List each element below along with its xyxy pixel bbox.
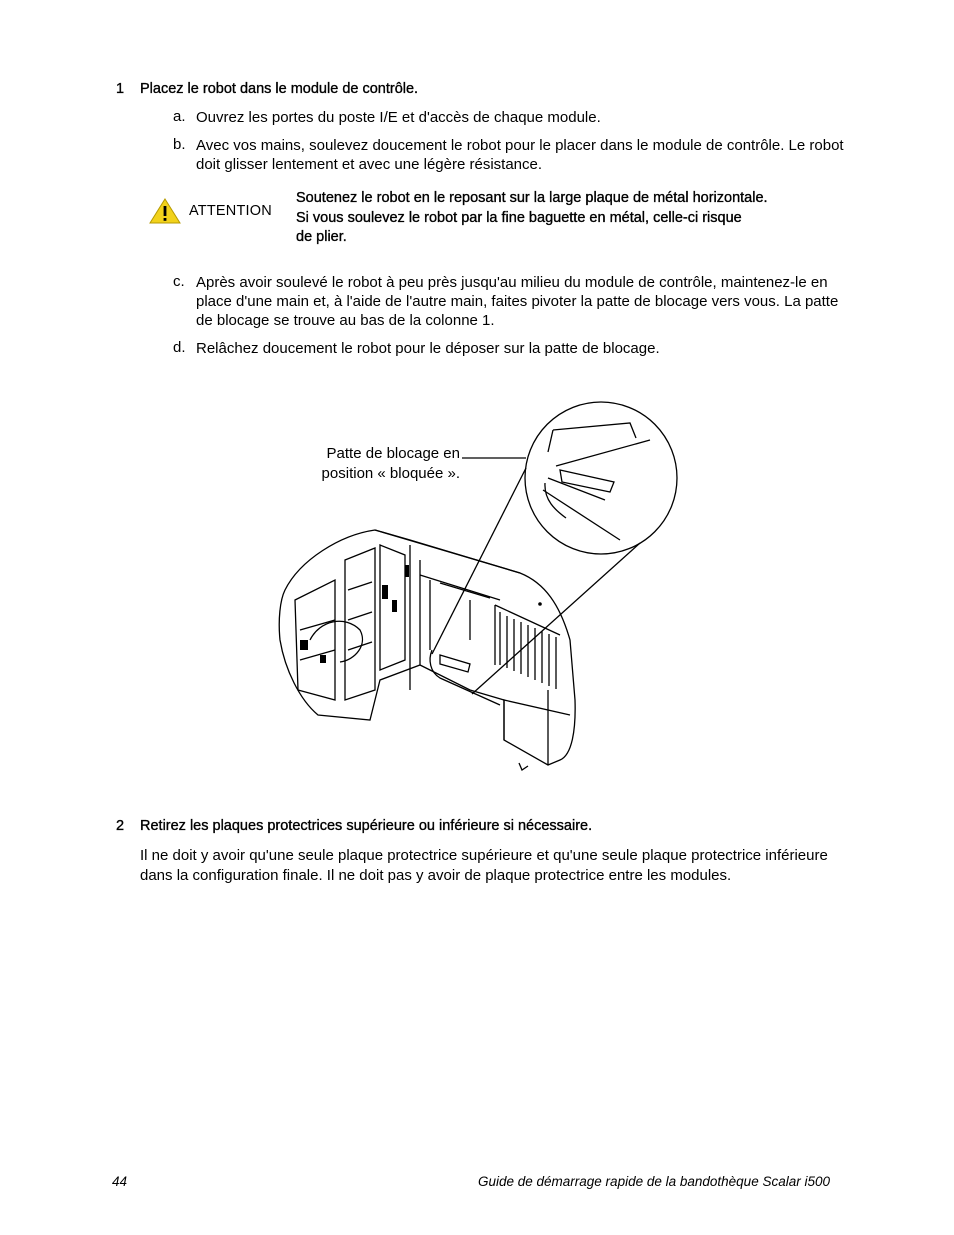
substep-text: Relâchez doucement le robot pour le déposer sur la patte de blocage. — [196, 340, 660, 357]
substep-letter: c. — [173, 273, 185, 290]
substep-letter: a. — [173, 108, 186, 125]
attention-line: Si vous soulevez le robot par la fine baguette en métal, celle-ci risque — [296, 209, 742, 226]
substep-letter: b. — [173, 136, 186, 153]
attention-line: Soutenez le robot en le reposant sur la large plaque de métal horizontale. — [296, 190, 768, 206]
substep-text: Avec vos mains, soulevez doucement le robot pour le placer dans le module de contrôle. Le robot doit glisser lentement et avec une légère résistance. — [196, 137, 844, 173]
step-title: Retirez les plaques protectrices supérieure ou inférieure si nécessaire. — [140, 818, 593, 834]
substep-letter: d. — [173, 339, 186, 356]
substep-text: Après avoir soulevé le robot à peu près jusqu'au milieu du module de contrôle, maintenez-le en place d'une main et, à l'aide de l'autre main, faites pivoter la patte de blocage vers vous. La patte de blocage se trouve au bas de la colonne 1. — [196, 274, 839, 329]
step-title: Placez le robot dans le module de contrôle. — [140, 81, 419, 97]
page-number: 44 — [112, 1174, 128, 1189]
attention-line: de plier. — [296, 229, 347, 245]
substep-text: Ouvrez les portes du poste I/E et d'accès de chaque module. — [196, 109, 601, 126]
step-number: 1 — [116, 81, 125, 97]
document-title: Guide de démarrage rapide de la bandothèque Scalar i500 — [477, 1174, 830, 1189]
attention-label: ATTENTION — [189, 203, 272, 219]
step-body: Il ne doit y avoir qu'une seule plaque protectrice supérieure et qu'une seule plaque protectrice inférieure dans la configuration finale. Il ne doit pas y avoir de plaque protectrice entre les modules. — [140, 847, 828, 884]
step-number: 2 — [116, 818, 125, 834]
callout-line: position « bloquée ». — [321, 464, 460, 482]
callout-line: Patte de blocage en — [326, 445, 460, 462]
